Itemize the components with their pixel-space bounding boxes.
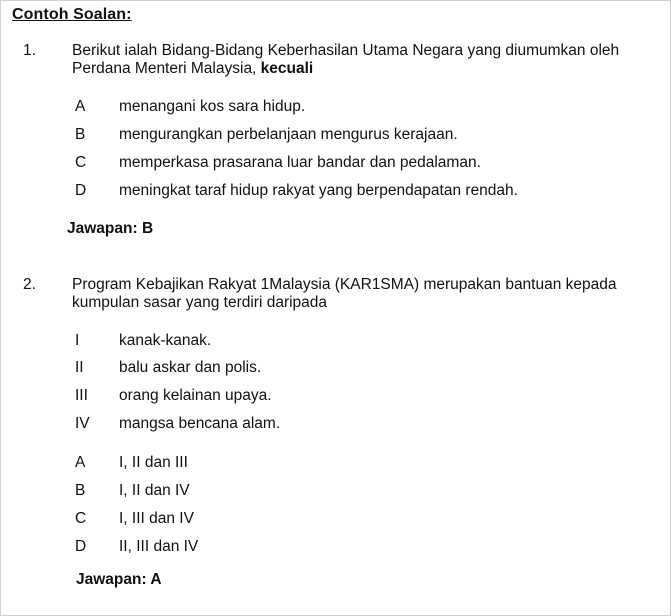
statement-text: balu askar dan polis. [119, 359, 262, 376]
question-2-line-1: Program Kebajikan Rakyat 1Malaysia (KAR1SMA) merupakan bantuan kepada [72, 276, 617, 293]
option-letter: B [75, 482, 86, 499]
option-text: I, III dan IV [119, 510, 194, 527]
option-letter: D [75, 182, 87, 199]
question-1-text [72, 42, 652, 78]
question-2-line-2: kumpulan sasar yang terdiri daripada [72, 294, 328, 311]
question-2-statement-ii [1, 359, 671, 379]
question-2-option-a [1, 454, 671, 474]
question-1-keyword: kecuali [260, 60, 314, 77]
statement-numeral: IV [75, 415, 90, 432]
question-2-statement-iv [1, 415, 671, 435]
option-letter: A [75, 454, 86, 471]
question-1-line-1: Berikut ialah Bidang-Bidang Keberhasilan Utama Negara yang diumumkan oleh [72, 42, 620, 59]
question-1-number: 1. [23, 42, 36, 59]
question-2-statement-iii [1, 387, 671, 407]
question-1-option-b [1, 126, 671, 146]
option-text: mengurangkan perbelanjaan mengurus kerajaan. [119, 126, 458, 143]
option-text: meningkat taraf hidup rakyat yang berpendapatan rendah. [119, 182, 518, 199]
question-1-answer: Jawapan: B [67, 220, 154, 237]
option-letter: B [75, 126, 86, 143]
option-text: I, II dan IV [119, 482, 190, 499]
option-letter: D [75, 538, 87, 555]
question-2-option-b [1, 482, 671, 502]
question-1-option-a [1, 98, 671, 118]
question-1-option-c [1, 154, 671, 174]
statement-numeral: II [75, 359, 84, 376]
option-text: I, II dan III [119, 454, 188, 471]
question-2-option-c [1, 510, 671, 530]
question-2-statement-i [1, 332, 671, 352]
option-letter: A [75, 98, 86, 115]
option-letter: C [75, 154, 87, 171]
option-text: menangani kos sara hidup. [119, 98, 306, 115]
question-2-number: 2. [23, 276, 36, 293]
question-1-option-d [1, 182, 671, 202]
statement-text: orang kelainan upaya. [119, 387, 272, 404]
question-1-line-2-plain: Perdana Menteri Malaysia, [72, 60, 261, 77]
question-1-line-2 [72, 60, 652, 78]
statement-numeral: I [75, 332, 80, 349]
question-2-answer: Jawapan: A [76, 571, 162, 588]
statement-text: mangsa bencana alam. [119, 415, 281, 432]
question-2-text [72, 276, 652, 312]
option-letter: C [75, 510, 87, 527]
statement-text: kanak-kanak. [119, 332, 212, 349]
statement-numeral: III [75, 387, 88, 404]
page-heading: Contoh Soalan: [12, 6, 132, 23]
option-text: memperkasa prasarana luar bandar dan pedalaman. [119, 154, 481, 171]
question-2-option-d [1, 538, 671, 558]
option-text: II, III dan IV [119, 538, 199, 555]
